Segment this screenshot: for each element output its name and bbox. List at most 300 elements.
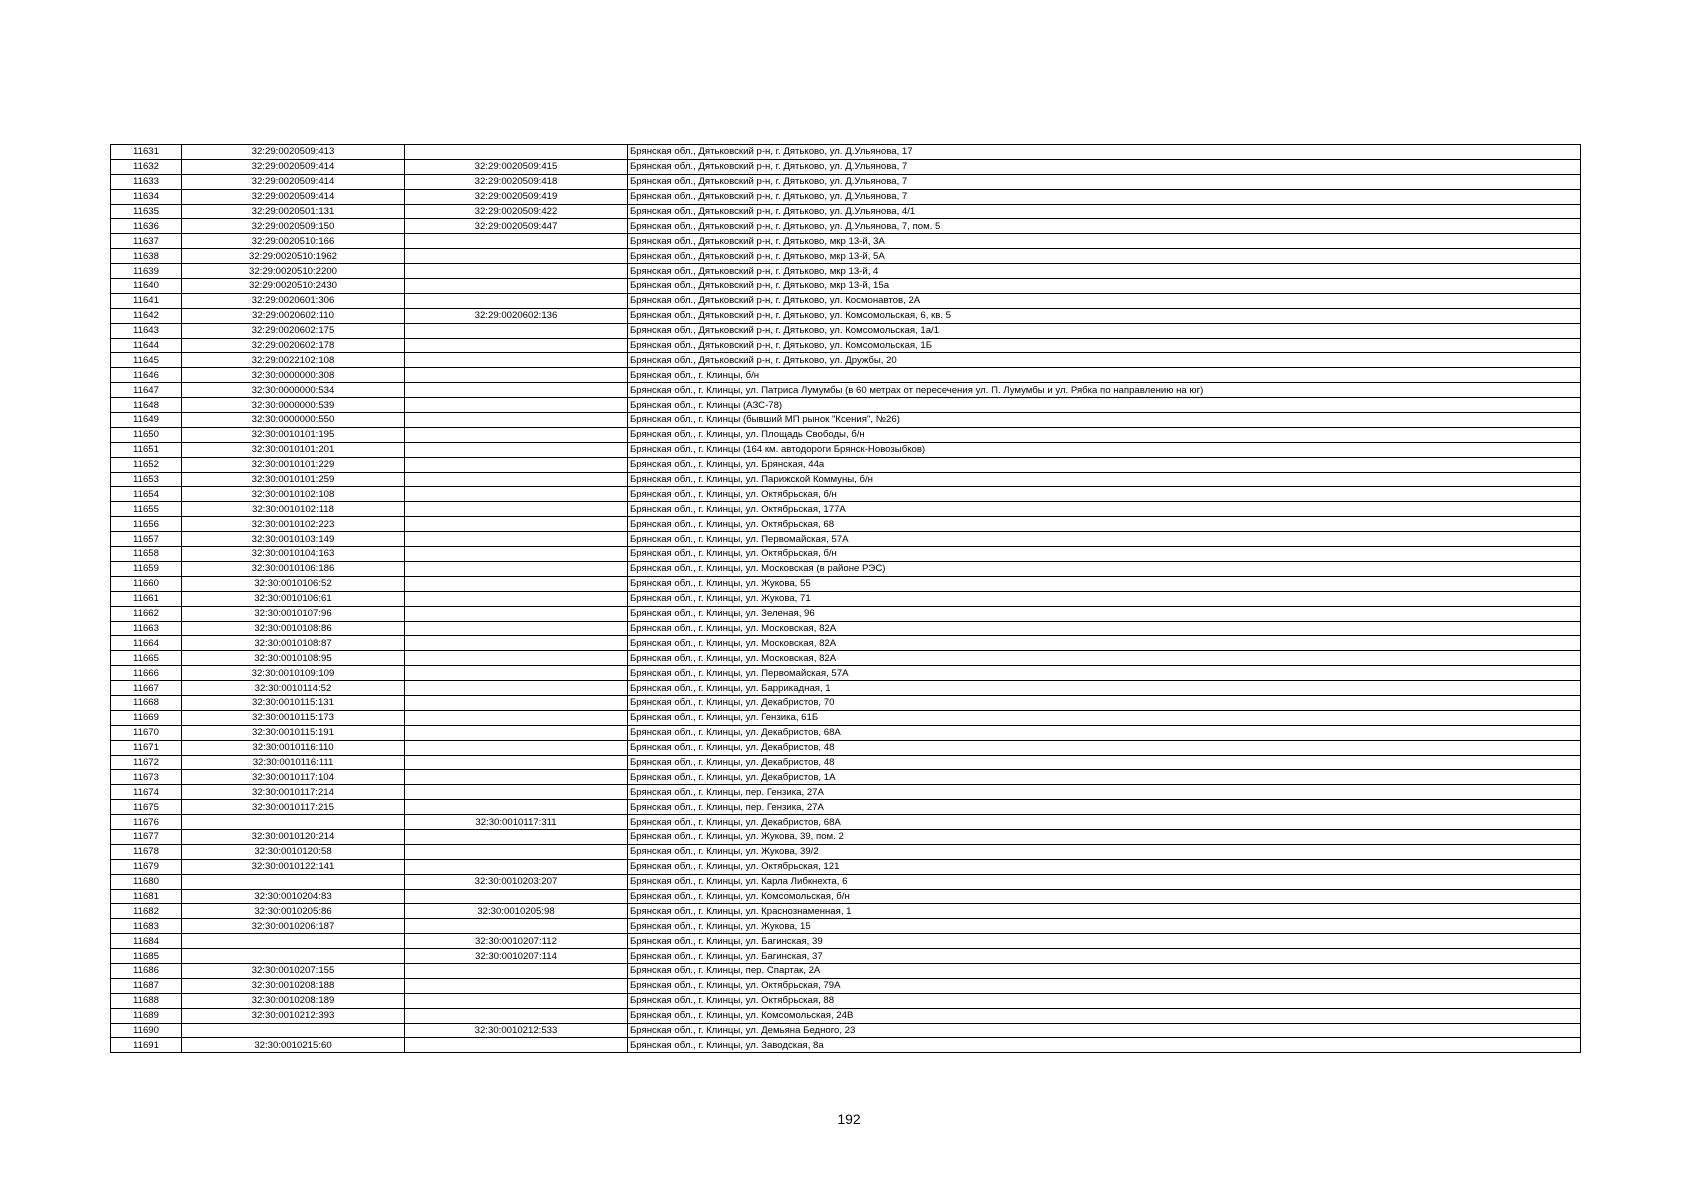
address-cell: Брянская обл., г. Клинцы, ул. Брянская, 44а xyxy=(628,457,1581,472)
address-cell: Брянская обл., г. Клинцы, ул. Декабристов, 48 xyxy=(628,740,1581,755)
table-row xyxy=(111,725,1581,740)
row-number-cell: 11670 xyxy=(111,725,182,740)
related-cadastral-number-cell xyxy=(405,532,628,547)
related-cadastral-number-cell xyxy=(405,517,628,532)
related-cadastral-number-cell: 32:30:0010207:114 xyxy=(405,949,628,964)
address-cell: Брянская обл., Дятьковский р-н, г. Дятьково, ул. Д.Ульянова, 7 xyxy=(628,174,1581,189)
row-number-cell: 11645 xyxy=(111,353,182,368)
cadastral-number-cell xyxy=(182,874,405,889)
address-cell: Брянская обл., г. Клинцы, ул. Московская (в районе РЭС) xyxy=(628,561,1581,576)
table-row xyxy=(111,740,1581,755)
cadastral-number-cell: 32:30:0010106:186 xyxy=(182,561,405,576)
cadastral-number-cell: 32:29:0020509:150 xyxy=(182,219,405,234)
row-number-cell: 11652 xyxy=(111,457,182,472)
table-row xyxy=(111,249,1581,264)
row-number-cell: 11660 xyxy=(111,576,182,591)
table-row xyxy=(111,651,1581,666)
related-cadastral-number-cell xyxy=(405,442,628,457)
related-cadastral-number-cell xyxy=(405,413,628,428)
address-cell: Брянская обл., Дятьковский р-н, г. Дятьково, ул. Космонавтов, 2А xyxy=(628,293,1581,308)
related-cadastral-number-cell xyxy=(405,427,628,442)
related-cadastral-number-cell xyxy=(405,368,628,383)
row-number-cell: 11654 xyxy=(111,487,182,502)
cadastral-number-cell: 32:30:0010205:86 xyxy=(182,904,405,919)
address-cell: Брянская обл., г. Клинцы, ул. Баррикадная, 1 xyxy=(628,681,1581,696)
related-cadastral-number-cell xyxy=(405,785,628,800)
address-cell: Брянская обл., г. Клинцы, ул. Парижской Коммуны, б/н xyxy=(628,472,1581,487)
address-cell: Брянская обл., Дятьковский р-н, г. Дятьково, мкр 13-й, 3А xyxy=(628,234,1581,249)
address-cell: Брянская обл., Дятьковский р-н, г. Дятьково, ул. Дружбы, 20 xyxy=(628,353,1581,368)
table-row xyxy=(111,323,1581,338)
row-number-cell: 11664 xyxy=(111,636,182,651)
related-cadastral-number-cell xyxy=(405,576,628,591)
related-cadastral-number-cell: 32:30:0010205:98 xyxy=(405,904,628,919)
table-row xyxy=(111,874,1581,889)
related-cadastral-number-cell xyxy=(405,338,628,353)
cadastral-number-cell: 32:30:0010106:52 xyxy=(182,576,405,591)
table-row xyxy=(111,442,1581,457)
cadastral-number-cell: 32:30:0010103:149 xyxy=(182,532,405,547)
row-number-cell: 11655 xyxy=(111,502,182,517)
cadastral-number-cell: 32:29:0020509:414 xyxy=(182,189,405,204)
row-number-cell: 11647 xyxy=(111,383,182,398)
address-cell: Брянская обл., Дятьковский р-н, г. Дятьково, мкр 13-й, 15а xyxy=(628,279,1581,294)
table-row xyxy=(111,606,1581,621)
address-cell: Брянская обл., г. Клинцы, ул. Жукова, 39/2 xyxy=(628,844,1581,859)
table-row xyxy=(111,919,1581,934)
row-number-cell: 11662 xyxy=(111,606,182,621)
cadastral-number-cell xyxy=(182,1023,405,1038)
related-cadastral-number-cell: 32:30:0010207:112 xyxy=(405,934,628,949)
row-number-cell: 11658 xyxy=(111,547,182,562)
cadastral-number-cell: 32:30:0010106:61 xyxy=(182,591,405,606)
address-cell: Брянская обл., г. Клинцы, ул. Жукова, 71 xyxy=(628,591,1581,606)
address-cell: Брянская обл., г. Клинцы, ул. Московская, 82А xyxy=(628,636,1581,651)
address-cell: Брянская обл., г. Клинцы, ул. Октябрьская, б/н xyxy=(628,547,1581,562)
table-row xyxy=(111,219,1581,234)
row-number-cell: 11687 xyxy=(111,978,182,993)
address-cell: Брянская обл., г. Клинцы, ул. Карла Либкнехта, 6 xyxy=(628,874,1581,889)
cadastral-number-cell: 32:30:0010107:96 xyxy=(182,606,405,621)
address-cell: Брянская обл., г. Клинцы, ул. Октябрьская, 121 xyxy=(628,859,1581,874)
table-row xyxy=(111,189,1581,204)
related-cadastral-number-cell xyxy=(405,725,628,740)
row-number-cell: 11639 xyxy=(111,264,182,279)
table-row xyxy=(111,770,1581,785)
cadastral-number-cell: 32:29:0022102:108 xyxy=(182,353,405,368)
cadastral-number-cell: 32:30:0000000:308 xyxy=(182,368,405,383)
row-number-cell: 11653 xyxy=(111,472,182,487)
address-cell: Брянская обл., г. Клинцы (164 км. автодороги Брянск-Новозыбков) xyxy=(628,442,1581,457)
related-cadastral-number-cell xyxy=(405,591,628,606)
related-cadastral-number-cell xyxy=(405,606,628,621)
table-row xyxy=(111,681,1581,696)
related-cadastral-number-cell xyxy=(405,234,628,249)
cadastral-number-cell: 32:30:0010108:95 xyxy=(182,651,405,666)
table-row xyxy=(111,204,1581,219)
table-row xyxy=(111,1008,1581,1023)
related-cadastral-number-cell xyxy=(405,264,628,279)
table-row xyxy=(111,963,1581,978)
table-row xyxy=(111,145,1581,160)
related-cadastral-number-cell xyxy=(405,547,628,562)
related-cadastral-number-cell xyxy=(405,963,628,978)
address-cell: Брянская обл., г. Клинцы, ул. Декабристов, 70 xyxy=(628,695,1581,710)
row-number-cell: 11684 xyxy=(111,934,182,949)
page-number: 192 xyxy=(837,1111,861,1127)
row-number-cell: 11667 xyxy=(111,681,182,696)
cadastral-number-cell xyxy=(182,815,405,830)
row-number-cell: 11646 xyxy=(111,368,182,383)
cadastral-number-cell: 32:29:0020509:414 xyxy=(182,159,405,174)
cadastral-number-cell xyxy=(182,934,405,949)
address-cell: Брянская обл., Дятьковский р-н, г. Дятьково, ул. Комсомольская, 1а/1 xyxy=(628,323,1581,338)
address-cell: Брянская обл., г. Клинцы, ул. Площадь Свободы, б/н xyxy=(628,427,1581,442)
cadastral-number-cell: 32:30:0010206:187 xyxy=(182,919,405,934)
cadastral-number-cell: 32:30:0010117:104 xyxy=(182,770,405,785)
row-number-cell: 11673 xyxy=(111,770,182,785)
related-cadastral-number-cell xyxy=(405,829,628,844)
related-cadastral-number-cell xyxy=(405,383,628,398)
table-row xyxy=(111,457,1581,472)
related-cadastral-number-cell xyxy=(405,279,628,294)
row-number-cell: 11676 xyxy=(111,815,182,830)
address-cell: Брянская обл., г. Клинцы, ул. Демьяна Бедного, 23 xyxy=(628,1023,1581,1038)
cadastral-number-cell: 32:30:0000000:534 xyxy=(182,383,405,398)
cadastral-number-cell: 32:29:0020602:110 xyxy=(182,308,405,323)
table-row xyxy=(111,904,1581,919)
cadastral-number-cell: 32:29:0020602:178 xyxy=(182,338,405,353)
address-cell: Брянская обл., г. Клинцы, ул. Комсомольская, б/н xyxy=(628,889,1581,904)
cadastral-number-cell: 32:30:0010116:110 xyxy=(182,740,405,755)
table-row xyxy=(111,710,1581,725)
cadastral-number-cell: 32:30:0010101:229 xyxy=(182,457,405,472)
row-number-cell: 11685 xyxy=(111,949,182,964)
table-row xyxy=(111,1038,1581,1053)
address-cell: Брянская обл., г. Клинцы, ул. Октябрьская, б/н xyxy=(628,487,1581,502)
cadastral-number-cell: 32:30:0010102:108 xyxy=(182,487,405,502)
address-cell: Брянская обл., г. Клинцы, ул. Зеленая, 96 xyxy=(628,606,1581,621)
related-cadastral-number-cell: 32:29:0020602:136 xyxy=(405,308,628,323)
address-cell: Брянская обл., Дятьковский р-н, г. Дятьково, ул. Д.Ульянова, 7 xyxy=(628,189,1581,204)
table-row xyxy=(111,695,1581,710)
row-number-cell: 11691 xyxy=(111,1038,182,1053)
row-number-cell: 11666 xyxy=(111,666,182,681)
related-cadastral-number-cell xyxy=(405,487,628,502)
related-cadastral-number-cell xyxy=(405,651,628,666)
registry-table-body xyxy=(111,145,1581,1053)
address-cell: Брянская обл., Дятьковский р-н, г. Дятьково, ул. Д.Ульянова, 7, пом. 5 xyxy=(628,219,1581,234)
related-cadastral-number-cell: 32:30:0010203:207 xyxy=(405,874,628,889)
table-row xyxy=(111,636,1581,651)
related-cadastral-number-cell: 32:29:0020509:422 xyxy=(405,204,628,219)
address-cell: Брянская обл., г. Клинцы (АЗС-78) xyxy=(628,398,1581,413)
table-row xyxy=(111,591,1581,606)
table-row xyxy=(111,472,1581,487)
table-row xyxy=(111,815,1581,830)
cadastral-number-cell: 32:30:0010120:58 xyxy=(182,844,405,859)
cadastral-number-cell: 32:30:0010102:223 xyxy=(182,517,405,532)
row-number-cell: 11681 xyxy=(111,889,182,904)
cadastral-number-cell: 32:30:0010101:195 xyxy=(182,427,405,442)
address-cell: Брянская обл., г. Клинцы, ул. Краснознаменная, 1 xyxy=(628,904,1581,919)
related-cadastral-number-cell xyxy=(405,1008,628,1023)
table-row xyxy=(111,383,1581,398)
cadastral-number-cell: 32:30:0010108:86 xyxy=(182,621,405,636)
cadastral-number-cell: 32:30:0010212:393 xyxy=(182,1008,405,1023)
address-cell: Брянская обл., г. Клинцы, ул. Первомайская, 57А xyxy=(628,532,1581,547)
cadastral-number-cell xyxy=(182,949,405,964)
table-row xyxy=(111,368,1581,383)
table-row xyxy=(111,279,1581,294)
table-row xyxy=(111,427,1581,442)
related-cadastral-number-cell xyxy=(405,844,628,859)
row-number-cell: 11648 xyxy=(111,398,182,413)
table-row xyxy=(111,547,1581,562)
related-cadastral-number-cell xyxy=(405,710,628,725)
row-number-cell: 11672 xyxy=(111,755,182,770)
address-cell: Брянская обл., г. Клинцы, ул. Московская, 82А xyxy=(628,621,1581,636)
table-row xyxy=(111,174,1581,189)
cadastral-number-cell: 32:30:0010204:83 xyxy=(182,889,405,904)
row-number-cell: 11636 xyxy=(111,219,182,234)
row-number-cell: 11634 xyxy=(111,189,182,204)
address-cell: Брянская обл., г. Клинцы, ул. Декабристов, 68А xyxy=(628,815,1581,830)
registry-table xyxy=(110,144,1581,1053)
row-number-cell: 11657 xyxy=(111,532,182,547)
table-row xyxy=(111,576,1581,591)
related-cadastral-number-cell xyxy=(405,472,628,487)
row-number-cell: 11669 xyxy=(111,710,182,725)
address-cell: Брянская обл., г. Клинцы, ул. Заводская, 8а xyxy=(628,1038,1581,1053)
address-cell: Брянская обл., г. Клинцы, ул. Жукова, 15 xyxy=(628,919,1581,934)
address-cell: Брянская обл., г. Клинцы, ул. Октябрьская, 88 xyxy=(628,993,1581,1008)
table-row xyxy=(111,800,1581,815)
row-number-cell: 11671 xyxy=(111,740,182,755)
table-row xyxy=(111,293,1581,308)
address-cell: Брянская обл., г. Клинцы, ул. Декабристов, 68А xyxy=(628,725,1581,740)
related-cadastral-number-cell xyxy=(405,636,628,651)
address-cell: Брянская обл., г. Клинцы, ул. Патриса Лумумбы (в 60 метрах от пересечения ул. П. Лумумбы и ул. Рябка по направлению на юг) xyxy=(628,383,1581,398)
table-row xyxy=(111,517,1581,532)
cadastral-number-cell: 32:30:0010207:155 xyxy=(182,963,405,978)
address-cell: Брянская обл., г. Клинцы (бывший МП рынок "Ксения", №26) xyxy=(628,413,1581,428)
row-number-cell: 11680 xyxy=(111,874,182,889)
cadastral-number-cell: 32:30:0010108:87 xyxy=(182,636,405,651)
table-row xyxy=(111,993,1581,1008)
related-cadastral-number-cell: 32:30:0010117:311 xyxy=(405,815,628,830)
table-row xyxy=(111,621,1581,636)
table-row xyxy=(111,353,1581,368)
table-row xyxy=(111,666,1581,681)
address-cell: Брянская обл., г. Клинцы, ул. Октябрьская, 177А xyxy=(628,502,1581,517)
table-row xyxy=(111,859,1581,874)
address-cell: Брянская обл., Дятьковский р-н, г. Дятьково, ул. Д.Ульянова, 17 xyxy=(628,145,1581,160)
address-cell: Брянская обл., Дятьковский р-н, г. Дятьково, ул. Д.Ульянова, 4/1 xyxy=(628,204,1581,219)
cadastral-number-cell: 32:30:0010120:214 xyxy=(182,829,405,844)
row-number-cell: 11675 xyxy=(111,800,182,815)
cadastral-number-cell: 32:30:0010215:60 xyxy=(182,1038,405,1053)
table-row xyxy=(111,755,1581,770)
related-cadastral-number-cell xyxy=(405,398,628,413)
row-number-cell: 11665 xyxy=(111,651,182,666)
table-row xyxy=(111,398,1581,413)
related-cadastral-number-cell: 32:30:0010212:533 xyxy=(405,1023,628,1038)
related-cadastral-number-cell xyxy=(405,740,628,755)
row-number-cell: 11643 xyxy=(111,323,182,338)
address-cell: Брянская обл., г. Клинцы, б/н xyxy=(628,368,1581,383)
table-row xyxy=(111,308,1581,323)
table-row xyxy=(111,949,1581,964)
cadastral-number-cell: 32:30:0010117:215 xyxy=(182,800,405,815)
row-number-cell: 11679 xyxy=(111,859,182,874)
row-number-cell: 11642 xyxy=(111,308,182,323)
cadastral-number-cell: 32:30:0010101:259 xyxy=(182,472,405,487)
row-number-cell: 11631 xyxy=(111,145,182,160)
address-cell: Брянская обл., г. Клинцы, ул. Октябрьская, 79А xyxy=(628,978,1581,993)
cadastral-number-cell: 32:30:0010208:189 xyxy=(182,993,405,1008)
cadastral-number-cell: 32:30:0010115:191 xyxy=(182,725,405,740)
address-cell: Брянская обл., Дятьковский р-н, г. Дятьково, ул. Комсомольская, 1Б xyxy=(628,338,1581,353)
table-row xyxy=(111,502,1581,517)
cadastral-number-cell: 32:30:0010208:188 xyxy=(182,978,405,993)
address-cell: Брянская обл., г. Клинцы, пер. Спартак, 2А xyxy=(628,963,1581,978)
row-number-cell: 11637 xyxy=(111,234,182,249)
address-cell: Брянская обл., г. Клинцы, ул. Первомайская, 57А xyxy=(628,666,1581,681)
table-row xyxy=(111,934,1581,949)
cadastral-number-cell: 32:29:0020510:1962 xyxy=(182,249,405,264)
table-row xyxy=(111,264,1581,279)
related-cadastral-number-cell xyxy=(405,770,628,785)
related-cadastral-number-cell xyxy=(405,145,628,160)
related-cadastral-number-cell xyxy=(405,293,628,308)
address-cell: Брянская обл., г. Клинцы, ул. Багинская, 39 xyxy=(628,934,1581,949)
address-cell: Брянская обл., г. Клинцы, ул. Московская, 82А xyxy=(628,651,1581,666)
cadastral-number-cell: 32:30:0000000:550 xyxy=(182,413,405,428)
cadastral-number-cell: 32:30:0000000:539 xyxy=(182,398,405,413)
related-cadastral-number-cell xyxy=(405,502,628,517)
row-number-cell: 11644 xyxy=(111,338,182,353)
table-row xyxy=(111,413,1581,428)
related-cadastral-number-cell xyxy=(405,889,628,904)
cadastral-number-cell: 32:30:0010116:111 xyxy=(182,755,405,770)
cadastral-number-cell: 32:29:0020510:166 xyxy=(182,234,405,249)
cadastral-number-cell: 32:30:0010115:173 xyxy=(182,710,405,725)
related-cadastral-number-cell xyxy=(405,755,628,770)
cadastral-number-cell: 32:30:0010115:131 xyxy=(182,695,405,710)
cadastral-number-cell: 32:29:0020501:131 xyxy=(182,204,405,219)
related-cadastral-number-cell xyxy=(405,621,628,636)
address-cell: Брянская обл., г. Клинцы, пер. Гензика, 27А xyxy=(628,785,1581,800)
address-cell: Брянская обл., г. Клинцы, ул. Багинская, 37 xyxy=(628,949,1581,964)
row-number-cell: 11641 xyxy=(111,293,182,308)
row-number-cell: 11640 xyxy=(111,279,182,294)
related-cadastral-number-cell xyxy=(405,800,628,815)
address-cell: Брянская обл., Дятьковский р-н, г. Дятьково, мкр 13-й, 4 xyxy=(628,264,1581,279)
row-number-cell: 11650 xyxy=(111,427,182,442)
row-number-cell: 11690 xyxy=(111,1023,182,1038)
cadastral-number-cell: 32:30:0010104:163 xyxy=(182,547,405,562)
table-row xyxy=(111,844,1581,859)
row-number-cell: 11649 xyxy=(111,413,182,428)
row-number-cell: 11686 xyxy=(111,963,182,978)
cadastral-number-cell: 32:29:0020509:413 xyxy=(182,145,405,160)
related-cadastral-number-cell: 32:29:0020509:418 xyxy=(405,174,628,189)
related-cadastral-number-cell xyxy=(405,353,628,368)
row-number-cell: 11663 xyxy=(111,621,182,636)
cadastral-number-cell: 32:29:0020510:2200 xyxy=(182,264,405,279)
row-number-cell: 11638 xyxy=(111,249,182,264)
cadastral-number-cell: 32:29:0020602:175 xyxy=(182,323,405,338)
address-cell: Брянская обл., г. Клинцы, ул. Жукова, 55 xyxy=(628,576,1581,591)
row-number-cell: 11635 xyxy=(111,204,182,219)
address-cell: Брянская обл., г. Клинцы, пер. Гензика, 27А xyxy=(628,800,1581,815)
related-cadastral-number-cell xyxy=(405,561,628,576)
related-cadastral-number-cell xyxy=(405,323,628,338)
table-row xyxy=(111,487,1581,502)
row-number-cell: 11668 xyxy=(111,695,182,710)
cadastral-number-cell: 32:30:0010114:52 xyxy=(182,681,405,696)
row-number-cell: 11633 xyxy=(111,174,182,189)
row-number-cell: 11682 xyxy=(111,904,182,919)
row-number-cell: 11651 xyxy=(111,442,182,457)
address-cell: Брянская обл., Дятьковский р-н, г. Дятьково, ул. Комсомольская, 6, кв. 5 xyxy=(628,308,1581,323)
related-cadastral-number-cell xyxy=(405,695,628,710)
row-number-cell: 11689 xyxy=(111,1008,182,1023)
address-cell: Брянская обл., г. Клинцы, ул. Жукова, 39, пом. 2 xyxy=(628,829,1581,844)
table-row xyxy=(111,561,1581,576)
row-number-cell: 11677 xyxy=(111,829,182,844)
address-cell: Брянская обл., г. Клинцы, ул. Декабристов, 48 xyxy=(628,755,1581,770)
related-cadastral-number-cell xyxy=(405,1038,628,1053)
cadastral-number-cell: 32:29:0020509:414 xyxy=(182,174,405,189)
row-number-cell: 11656 xyxy=(111,517,182,532)
address-cell: Брянская обл., Дятьковский р-н, г. Дятьково, ул. Д.Ульянова, 7 xyxy=(628,159,1581,174)
cadastral-number-cell: 32:30:0010101:201 xyxy=(182,442,405,457)
row-number-cell: 11688 xyxy=(111,993,182,1008)
row-number-cell: 11678 xyxy=(111,844,182,859)
table-row xyxy=(111,1023,1581,1038)
related-cadastral-number-cell: 32:29:0020509:447 xyxy=(405,219,628,234)
cadastral-number-cell: 32:30:0010109:109 xyxy=(182,666,405,681)
related-cadastral-number-cell xyxy=(405,919,628,934)
related-cadastral-number-cell xyxy=(405,681,628,696)
related-cadastral-number-cell: 32:29:0020509:415 xyxy=(405,159,628,174)
row-number-cell: 11674 xyxy=(111,785,182,800)
related-cadastral-number-cell xyxy=(405,978,628,993)
related-cadastral-number-cell xyxy=(405,666,628,681)
row-number-cell: 11632 xyxy=(111,159,182,174)
cadastral-number-cell: 32:29:0020601:306 xyxy=(182,293,405,308)
address-cell: Брянская обл., г. Клинцы, ул. Октябрьская, 68 xyxy=(628,517,1581,532)
table-row xyxy=(111,829,1581,844)
cadastral-number-cell: 32:29:0020510:2430 xyxy=(182,279,405,294)
table-row xyxy=(111,532,1581,547)
cadastral-number-cell: 32:30:0010102:118 xyxy=(182,502,405,517)
related-cadastral-number-cell xyxy=(405,249,628,264)
row-number-cell: 11659 xyxy=(111,561,182,576)
table-row xyxy=(111,889,1581,904)
cadastral-number-cell: 32:30:0010122:141 xyxy=(182,859,405,874)
related-cadastral-number-cell xyxy=(405,993,628,1008)
address-cell: Брянская обл., г. Клинцы, ул. Декабристов, 1А xyxy=(628,770,1581,785)
address-cell: Брянская обл., г. Клинцы, ул. Гензика, 61Б xyxy=(628,710,1581,725)
table-row xyxy=(111,785,1581,800)
table-row xyxy=(111,978,1581,993)
cadastral-number-cell: 32:30:0010117:214 xyxy=(182,785,405,800)
table-row xyxy=(111,234,1581,249)
table-row xyxy=(111,159,1581,174)
